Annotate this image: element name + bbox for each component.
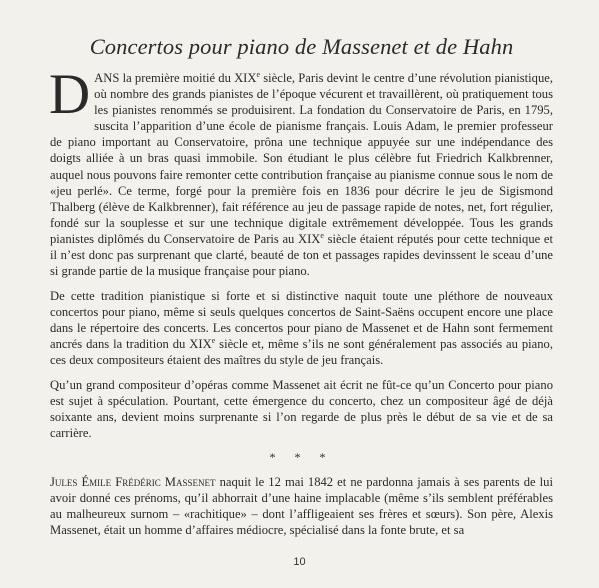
superscript-e: e [211, 335, 216, 345]
page-number: 10 [293, 556, 306, 568]
section-separator: * * * [269, 449, 334, 464]
paragraph-tradition [50, 288, 553, 368]
drop-cap: D [49, 63, 91, 126]
paragraph-biography [50, 474, 553, 538]
paragraph-intro-text-2: siècle, Paris devint le centre d’une révolution pianistique, où nombre des grands pianistes de l’époque vécurent et travaillèrent, où pratiquement tous les pianistes renommés se produisirent. La fondation du Conservatoire de Paris, en 1795, suscita l’apparition d’une école de pianisme français. Louis Adam, le premier professeur de piano important au Conservatoire, prôna une technique appuyée sur une indépendance des doigts alliée à un bras quasi immobile. Son étudiant le plus célèbre fut Friedrich Kalkbrenner, auquel nous pouvons faire remonter cette contribution française au pianisme connue sous le nom de «jeu perlé». Ce terme, forgé pour la première fois en 1836 pour décrire le jeu de Sigismond Thalberg (élève de Kalkbrenner), fait référence au jeu de passage rapide de notes, net, fort régulier, fondé sur la souplesse et sur une technique digitale extrêmement développée. Tous les grands pianistes diplômés du Conservatoire de Paris au XIX [50, 71, 553, 246]
paragraph-tradition-text-2: siècle et, même s’ils ne sont généralement pas associés au piano, ces deux compositeurs étaient des maîtres du style de jeu français. [50, 337, 553, 368]
paragraph-speculation: Qu’un grand compositeur d’opéras comme Massenet ait écrit ne fût-ce qu’un Concerto pour piano est sujet à spéculation. Pourtant, cette émergence du concerto, chez un compositeur âgé de déjà soixante ans, devient moins surprenante si l’on regarde de plus près le début de sa vie et de sa carrière. [50, 377, 553, 440]
paragraph-tradition-text-1: De cette tradition pianistique si forte et si distinctive naquit toute une pléthore de nouveaux concertos pour piano, même si seuls quelques concertos de Saint-Saëns occupent encore une place dans le répertoire des concerts. Les concertos pour piano de Massenet et de Hahn sont fermement ancrés dans la tradition du XIX [50, 288, 553, 351]
superscript-e: e [320, 230, 324, 240]
paragraph-intro [49, 63, 553, 279]
paragraph-intro-text-3: siècle étaient réputés pour cette technique et il n’est donc pas surprenant que clarté, beauté de ton et passages rapides devinssent le sceau d’une si grande partie de la musique française pour piano. [50, 231, 553, 279]
superscript-e: e [256, 69, 261, 79]
paragraph-intro-text-1: ANS la première moitié du XIX [94, 71, 257, 85]
composer-name: Jules Émile Frédéric Massenet [50, 474, 216, 489]
page-content [50, 34, 553, 546]
paragraph-biography-text: naquit le 12 mai 1842 et ne pardonna jamais à ses parents de lui avoir donné ces prénoms, qu’il abhorrait d’une haine implacable (même s’ils semblent préférables au malheureux surnom – «rachitique» – dont l’affligeaient ses frères et sœurs). Son père, Alexis Massenet, était un homme d’affaires médiocre, spécialisé dans la fonte brute, et sa [50, 474, 553, 537]
page-title: Concertos pour piano de Massenet et de Hahn [89, 34, 514, 59]
